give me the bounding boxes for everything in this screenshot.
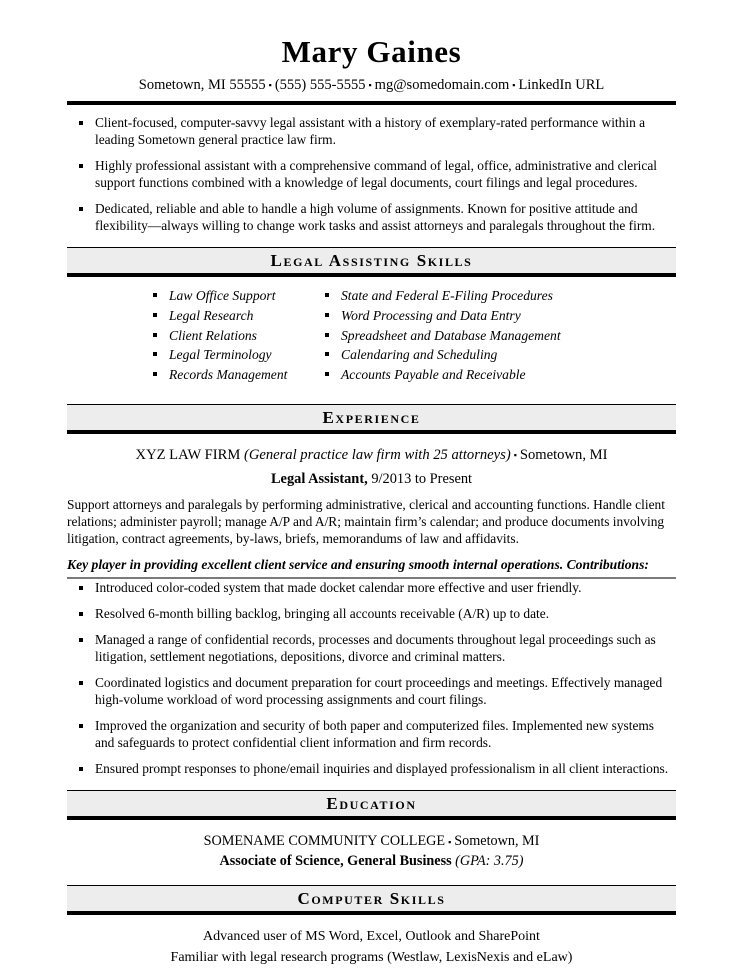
- experience-section: [67, 446, 676, 777]
- education-school-line: [67, 831, 676, 851]
- job-company-line: [67, 446, 676, 465]
- skill-item: Client Relations: [145, 326, 317, 346]
- education-location: Sometown, MI: [454, 833, 540, 850]
- contact-email: mg@somedomain.com: [374, 77, 510, 93]
- experience-bullet: Ensured prompt responses to phone/email inquiries and displayed professionalism in all client interactions.: [67, 760, 676, 777]
- contact-separator-3: ▪: [512, 80, 516, 91]
- contact-linkedin: LinkedIn URL: [518, 77, 605, 93]
- header-divider-rule: [67, 101, 676, 105]
- job-description: Support attorneys and paralegals by performing administrative, clerical and accounting functions. Handle client relations; administer payroll; manage A/P and A/R; maintain firm’s calendar; and produce documents involving litigation, contract agreements, by-laws, briefs, memorandums of law and affidavits.: [67, 496, 665, 547]
- skills-column-left: [145, 286, 317, 384]
- contact-separator-2: ▪: [368, 80, 372, 91]
- education-degree-line: [67, 851, 676, 871]
- skill-item: State and Federal E-Filing Procedures: [317, 286, 617, 306]
- skill-item: Legal Terminology: [145, 345, 317, 365]
- education-degree: Associate of Science, General Business: [219, 853, 452, 870]
- summary-bullet: Dedicated, reliable and able to handle a high volume of assignments. Known for positive attitude and flexibility—always willing to change work tasks and assist attorneys and paralegals throughout the firm.: [67, 200, 676, 234]
- experience-bullet: Introduced color-coded system that made docket calendar more effective and user friendly.: [67, 579, 676, 596]
- job-company-note: (General practice law firm with 25 attorneys): [243, 447, 511, 464]
- summary-section: [67, 114, 676, 234]
- education-gpa: (GPA: 3.75): [455, 853, 524, 870]
- education-separator: ▪: [448, 836, 452, 847]
- section-header-computer-skills: [67, 885, 676, 915]
- education-school: SOMENAME COMMUNITY COLLEGE: [203, 833, 446, 850]
- computer-skills-line: Advanced user of MS Word, Excel, Outlook and SharePoint: [203, 928, 540, 944]
- contact-location: Sometown, MI 55555: [138, 77, 266, 93]
- job-dates: 9/2013 to Present: [371, 471, 473, 488]
- summary-bullet: Highly professional assistant with a comprehensive command of legal, office, administrative and clerical support functions combined with a knowledge of legal documents, court filings and legal procedures.: [67, 157, 676, 191]
- education-section: [67, 820, 676, 871]
- section-header-skills: [67, 247, 676, 277]
- skill-item: Accounts Payable and Receivable: [317, 365, 617, 385]
- skills-column-right: [317, 286, 617, 384]
- job-key-contributions-line: Key player in providing excellent client service and ensuring smooth internal operations. Contributions:: [67, 556, 676, 579]
- job-company: XYZ LAW FIRM: [135, 447, 241, 464]
- section-title-skills: Legal Assisting Skills: [270, 251, 473, 271]
- section-title-education: Education: [326, 794, 417, 814]
- contact-separator-1: ▪: [268, 80, 272, 91]
- section-header-experience: [67, 404, 676, 434]
- computer-skills-line: Familiar with legal research programs (Westlaw, LexisNexis and eLaw): [170, 949, 573, 965]
- job-separator: ▪: [513, 450, 517, 461]
- experience-bullet: Coordinated logistics and document preparation for court proceedings and meetings. Effectively managed high-volume workload of word processing assignments and court filings.: [67, 674, 676, 708]
- experience-bullet-list: [67, 579, 676, 777]
- skill-item: Records Management: [145, 365, 317, 385]
- computer-skills-section: [67, 915, 676, 968]
- skill-item: Word Processing and Data Entry: [317, 306, 617, 326]
- skill-item: Legal Research: [145, 306, 317, 326]
- section-title-experience: Experience: [322, 408, 421, 428]
- candidate-name: Mary Gaines: [281, 34, 462, 69]
- summary-bullet-list: [67, 114, 676, 234]
- contact-phone: (555) 555-5555: [274, 77, 366, 93]
- resume-content: [67, 0, 676, 968]
- experience-bullet: Improved the organization and security of both paper and computerized files. Implemented new systems and safeguards to protect confidential client information and firm records.: [67, 717, 676, 751]
- contact-line: [67, 77, 676, 94]
- section-title-computer-skills: Computer Skills: [297, 888, 446, 908]
- experience-bullet: Resolved 6-month billing backlog, bringing all accounts receivable (A/R) up to date.: [67, 605, 676, 622]
- skill-item: Law Office Support: [145, 286, 317, 306]
- summary-bullet: Client-focused, computer-savvy legal assistant with a history of exemplary-rated performance within a leading Sometown general practice law firm.: [67, 114, 676, 148]
- skills-section: [67, 277, 676, 391]
- experience-bullet: Managed a range of confidential records, processes and documents throughout legal proceedings such as litigation, settlement negotiations, depositions, divorce and criminal matters.: [67, 631, 676, 665]
- job-title-line: [67, 470, 676, 489]
- job-role: Legal Assistant,: [270, 471, 368, 488]
- skill-item: Calendaring and Scheduling: [317, 345, 617, 365]
- job-location: Sometown, MI: [519, 447, 608, 464]
- section-header-education: [67, 790, 676, 820]
- skill-item: Spreadsheet and Database Management: [317, 326, 617, 346]
